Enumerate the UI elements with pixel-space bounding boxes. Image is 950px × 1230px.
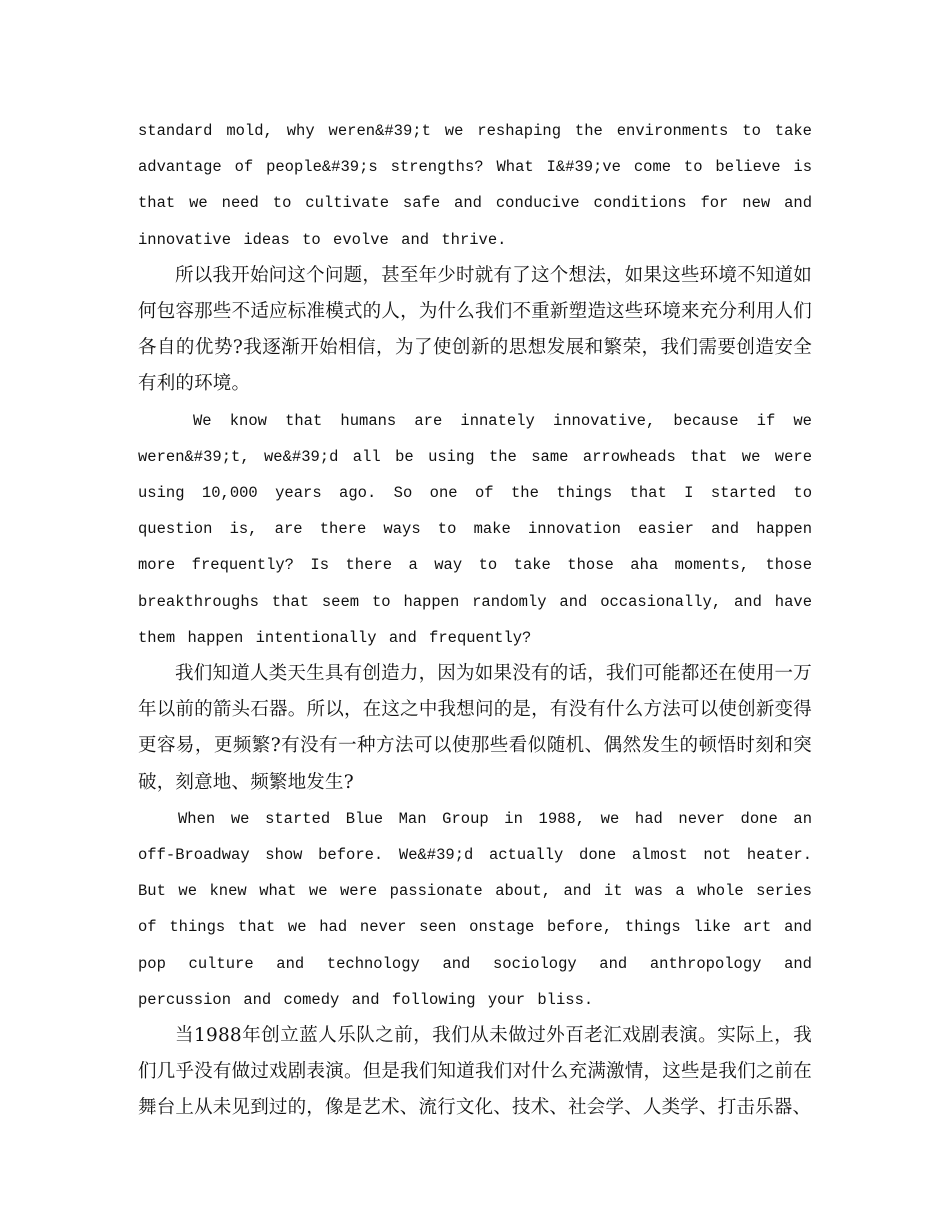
paragraph-english-2: We know that humans are innately innovative, because if we weren&#39;t, we&#39;d all be using the same arrowheads that we were using 10,000 years ago. So one of the things that I started to question is, are there ways to make innovation easier and happen more frequently? Is there a way to take those aha moments, those breakthroughs that seem to happen randomly and occasionally, and have them happen intentionally and frequently?: [138, 411, 812, 647]
paragraph-chinese-3: 当1988年创立蓝人乐队之前，我们从未做过外百老汇戏剧表演。实际上，我们几乎没有做过戏剧表演。但是我们知道我们对什么充满激情，这些是我们之前在舞台上从未见到过的，像是艺术、流行文化、技术、社会学、人类学、打击乐器、: [138, 1025, 812, 1119]
paragraph-chinese-1: 所以我开始问这个问题，甚至年少时就有了这个想法，如果这些环境不知道如何包容那些不适应标准模式的人，为什么我们不重新塑造这些环境来充分利用人们各自的优势?我逐渐开始相信，为了使创新的思想发展和繁荣，我们需要创造安全有利的环境。: [138, 264, 812, 395]
paragraph-chinese-2: 我们知道人类天生具有创造力，因为如果没有的话，我们可能都还在使用一万年以前的箭头石器。所以，在这之中我想问的是，有没有什么方法可以使创新变得更容易，更频繁?有没有一种方法可以使那些看似随机、偶然发生的顿悟时刻和突破，刻意地、频繁地发生?: [138, 663, 812, 793]
document-body: [138, 113, 812, 1127]
paragraph-english-3: When we started Blue Man Group in 1988, we had never done an off-Broadway show before. We&#39;d actually done almost not heater. But we knew what we were passionate about, and it was a whole series of things that we had never seen onstage before, things like art and pop culture and technology and sociology and anthropology and percussion and comedy and following your bliss.: [138, 809, 812, 1009]
paragraph-english-1: standard mold, why weren&#39;t we reshaping the environments to take advantage of people&#39;s strengths? What I&#39;ve come to believe is that we need to cultivate safe and conducive conditions for new and innovative ideas to evolve and thrive.: [138, 122, 812, 249]
